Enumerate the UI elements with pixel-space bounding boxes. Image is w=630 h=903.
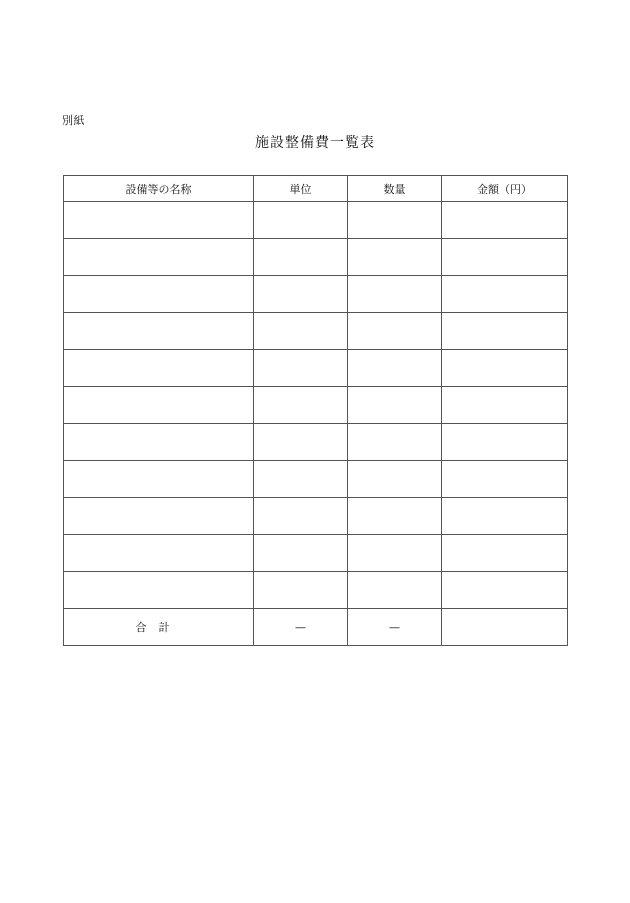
cell-equipment-name[interactable]	[64, 239, 254, 276]
cell-quantity[interactable]	[348, 572, 442, 609]
cell-unit[interactable]	[254, 572, 348, 609]
table-row	[64, 239, 568, 276]
total-label: 合計	[64, 609, 254, 646]
cell-quantity[interactable]	[348, 202, 442, 239]
cell-unit[interactable]	[254, 239, 348, 276]
table-header-row	[64, 176, 568, 202]
cell-quantity[interactable]	[348, 424, 442, 461]
attachment-label: 別紙	[62, 114, 85, 127]
cell-equipment-name[interactable]	[64, 424, 254, 461]
cell-amount[interactable]	[442, 424, 568, 461]
cell-amount[interactable]	[442, 239, 568, 276]
table-row	[64, 313, 568, 350]
total-amount[interactable]	[442, 609, 568, 646]
cell-unit[interactable]	[254, 276, 348, 313]
cell-equipment-name[interactable]	[64, 535, 254, 572]
header-equipment-name: 設備等の名称	[64, 176, 254, 202]
table-row	[64, 276, 568, 313]
cell-equipment-name[interactable]	[64, 276, 254, 313]
cell-amount[interactable]	[442, 350, 568, 387]
table-row	[64, 461, 568, 498]
cell-quantity[interactable]	[348, 461, 442, 498]
cell-unit[interactable]	[254, 313, 348, 350]
cell-quantity[interactable]	[348, 313, 442, 350]
cell-equipment-name[interactable]	[64, 498, 254, 535]
cell-quantity[interactable]	[348, 239, 442, 276]
cell-amount[interactable]	[442, 313, 568, 350]
facility-cost-table	[63, 175, 568, 646]
total-row	[64, 609, 568, 646]
cell-unit[interactable]	[254, 424, 348, 461]
header-amount: 金額（円）	[442, 176, 568, 202]
cell-unit[interactable]	[254, 202, 348, 239]
cell-unit[interactable]	[254, 350, 348, 387]
cell-quantity[interactable]	[348, 498, 442, 535]
cell-equipment-name[interactable]	[64, 350, 254, 387]
cell-equipment-name[interactable]	[64, 461, 254, 498]
cell-equipment-name[interactable]	[64, 313, 254, 350]
cell-quantity[interactable]	[348, 535, 442, 572]
table-row	[64, 202, 568, 239]
cell-equipment-name[interactable]	[64, 572, 254, 609]
cell-quantity[interactable]	[348, 276, 442, 313]
cell-equipment-name[interactable]	[64, 202, 254, 239]
table-row	[64, 424, 568, 461]
cell-amount[interactable]	[442, 202, 568, 239]
header-unit: 単位	[254, 176, 348, 202]
cell-unit[interactable]	[254, 461, 348, 498]
cell-unit[interactable]	[254, 498, 348, 535]
total-quantity-dash: —	[348, 609, 442, 646]
cell-amount[interactable]	[442, 535, 568, 572]
table-row	[64, 387, 568, 424]
cell-amount[interactable]	[442, 498, 568, 535]
table-row	[64, 572, 568, 609]
cell-quantity[interactable]	[348, 387, 442, 424]
cell-unit[interactable]	[254, 535, 348, 572]
cell-equipment-name[interactable]	[64, 387, 254, 424]
header-quantity: 数量	[348, 176, 442, 202]
cell-amount[interactable]	[442, 572, 568, 609]
cell-amount[interactable]	[442, 461, 568, 498]
cell-amount[interactable]	[442, 276, 568, 313]
table-row	[64, 350, 568, 387]
cell-quantity[interactable]	[348, 350, 442, 387]
table-row	[64, 498, 568, 535]
total-unit-dash: —	[254, 609, 348, 646]
cell-unit[interactable]	[254, 387, 348, 424]
table-row	[64, 535, 568, 572]
document-title: 施設整備費一覧表	[255, 135, 375, 151]
cell-amount[interactable]	[442, 387, 568, 424]
